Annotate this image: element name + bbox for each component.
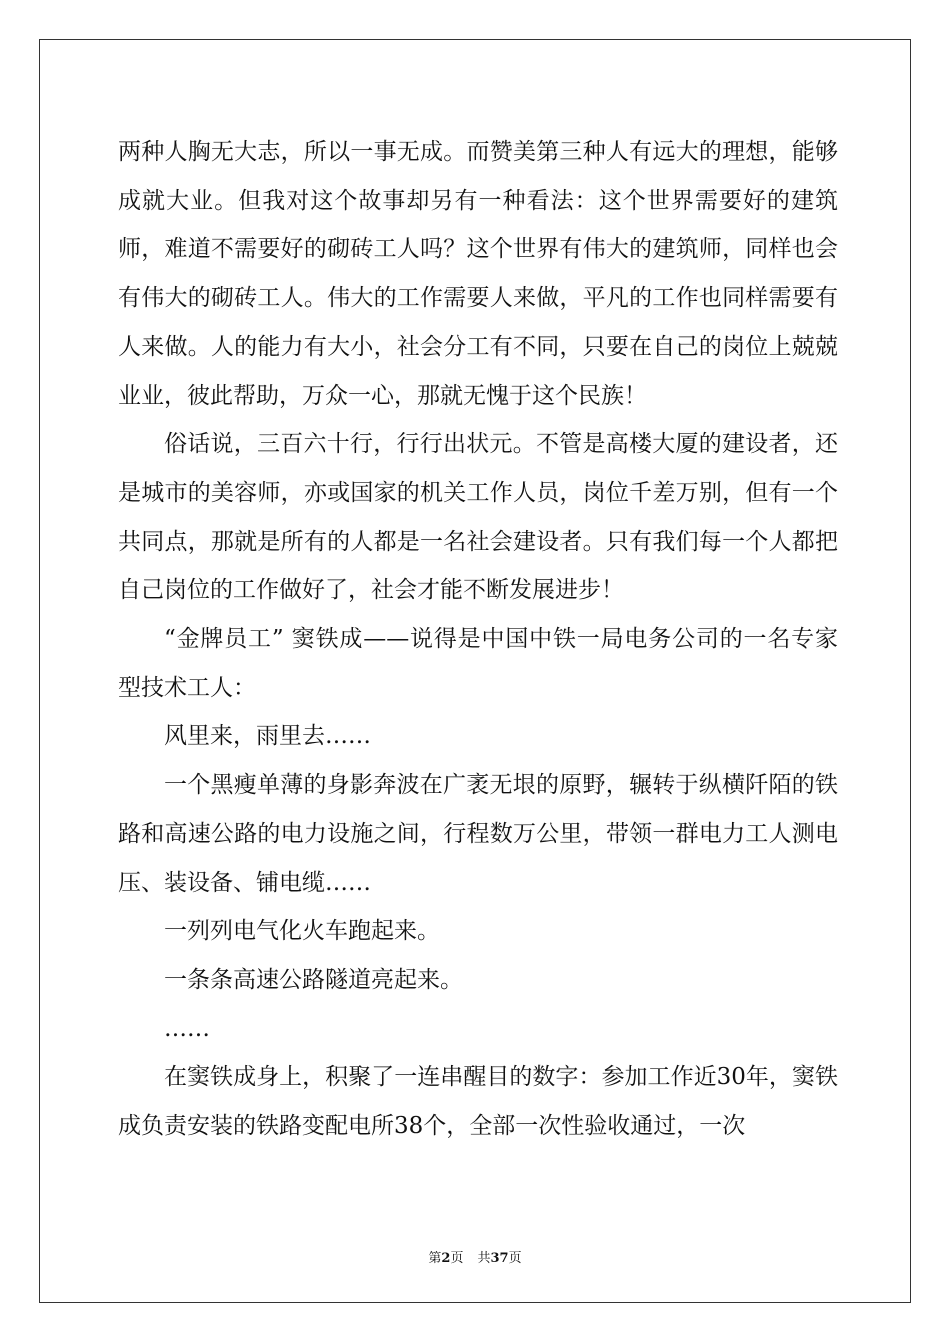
- paragraph-7: 一条条高速公路隧道亮起来。: [164, 966, 463, 993]
- paragraph-4: 风里来，雨里去……: [164, 723, 371, 750]
- page-footer: [0, 1247, 950, 1266]
- current-page-number: 2: [441, 1251, 451, 1266]
- footer-total-prefix: 共: [477, 1251, 491, 1266]
- footer-total-suffix: 页: [508, 1251, 522, 1266]
- footer-prefix: 第: [428, 1251, 442, 1266]
- paragraph-1: 两种人胸无大志，所以一事无成。而赞美第三种人有远大的理想，能够成就大业。但我对这个故事却另有一种看法：这个世界需要好的建筑师，难道不需要好的砌砖工人吗？这个世界有伟大的建筑师，同样也会有伟大的砌砖工人。伟大的工作需要人来做，平凡的工作也同样需要有人来做。人的能力有大小，社会分工有不同，只要在自己的岗位上兢兢业业，彼此帮助，万众一心，那就无愧于这个民族！: [118, 139, 838, 409]
- paragraph-6: 一列列电气化火车跑起来。: [164, 918, 440, 945]
- paragraph-2: 俗话说，三百六十行，行行出状元。不管是高楼大厦的建设者，还是城市的美容师，亦或国家的机关工作人员，岗位千差万别，但有一个共同点，那就是所有的人都是一名社会建设者。只有我们每一个人都把自己岗位的工作做好了，社会才能不断发展进步！: [118, 431, 838, 604]
- paragraph-8: ……: [164, 1015, 210, 1042]
- paragraph-3: “金牌员工” 窦铁成——说得是中国中铁一局电务公司的一名专家型技术工人：: [118, 626, 838, 701]
- paragraph-5: 一个黑瘦单薄的身影奔波在广袤无垠的原野，辗转于纵横阡陌的铁路和高速公路的电力设施之间，行程数万公里，带领一群电力工人测电压、装设备、铺电缆……: [118, 772, 838, 896]
- document-body: [118, 128, 838, 1151]
- total-page-count: 37: [490, 1251, 509, 1266]
- footer-page-suffix: 页: [450, 1251, 464, 1266]
- paragraph-9: 在窦铁成身上，积聚了一连串醒目的数字：参加工作近30年，窦铁成负责安装的铁路变配电所38个，全部一次性验收通过，一次: [118, 1064, 838, 1140]
